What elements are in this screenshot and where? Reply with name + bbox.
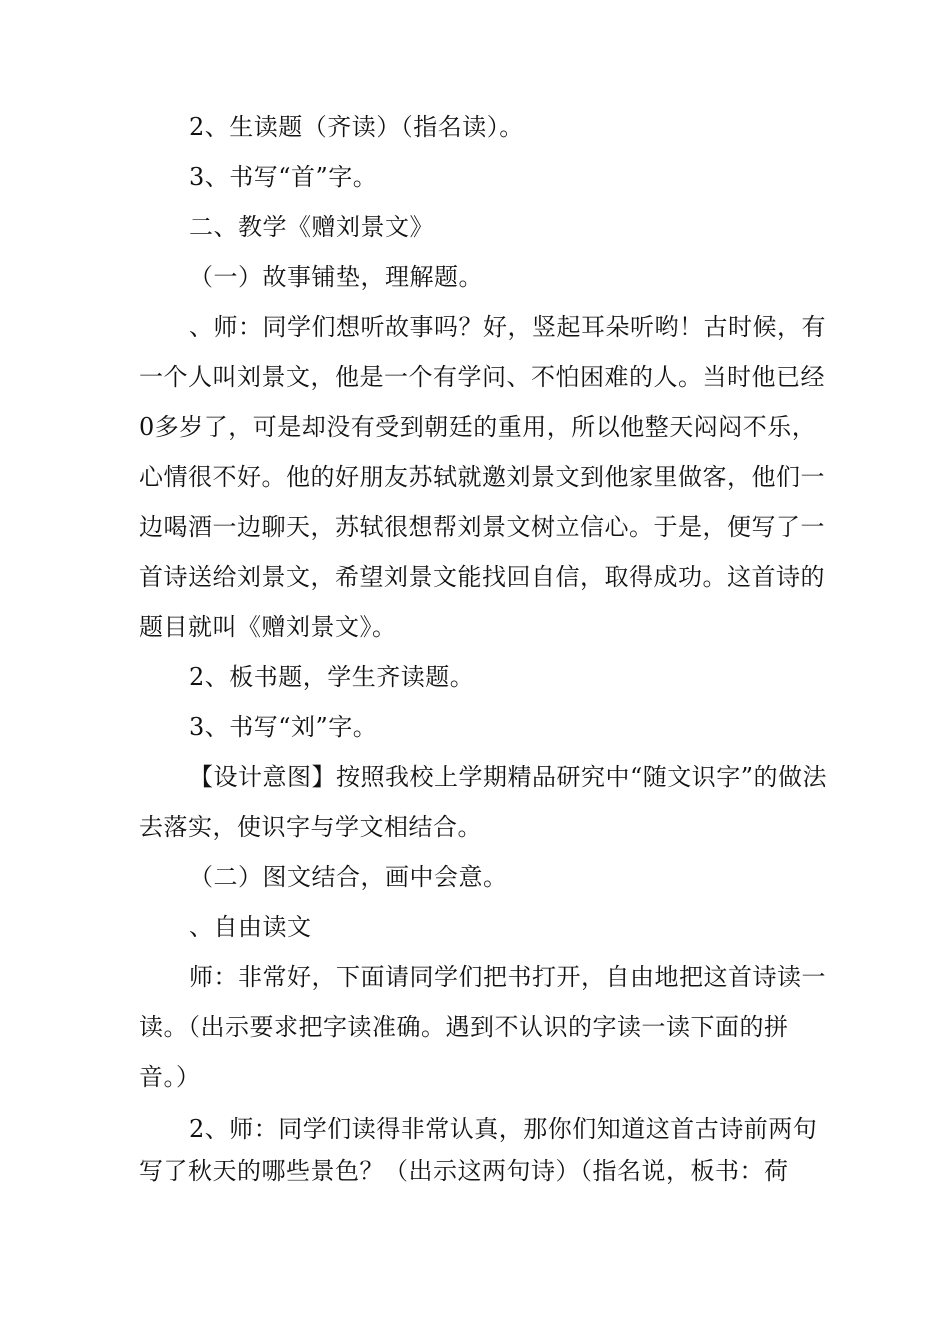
paragraph-read-title: 2、生读题（齐读）（指名读）。 [189, 113, 524, 141]
paragraph-teacher-instruction: 师：非常好，下面请同学们把书打开，自由地把这首诗读一读。（出示要求把字读准确。遇到不认识的字读一读下面的拼音。） [139, 963, 826, 1091]
subsection-story: （一）故事铺垫，理解题。 [189, 263, 483, 291]
paragraph-free-reading: 、自由读文 [189, 913, 312, 941]
section-heading-teaching: 二、教学《赠刘景文》 [189, 213, 434, 241]
paragraph-write-shou: 3、书写“首”字。 [189, 163, 378, 191]
paragraph-design-intent: 【设计意图】按照我校上学期精品研究中“随文识字”的做法去落实，使识字与学文相结合。 [139, 763, 828, 841]
paragraph-board-title: 2、板书题，学生齐读题。 [189, 663, 475, 691]
subsection-picture-text: （二）图文结合，画中会意。 [189, 863, 508, 891]
paragraph-teacher-question: 2、师：同学们读得非常认真，那你们知道这首古诗前两句写了秋天的哪些景色？（出示这两句诗）（指名说，板书：荷 [139, 1115, 818, 1185]
paragraph-teacher-story: 、师：同学们想听故事吗？好，竖起耳朵听哟！古时候，有一个人叫刘景文，他是一个有学问、不怕困难的人。当时他已经0多岁了，可是却没有受到朝廷的重用，所以他整天闷闷不乐，心情很不好。他的好朋友苏轼就邀刘景文到他家里做客，他们一边喝酒一边聊天，苏轼很想帮刘景文树立信心。于是，便写了一首诗送给刘景文，希望刘景文能找回自信，取得成功。这首诗的题目就叫《赠刘景文》。 [139, 313, 826, 641]
paragraph-write-liu: 3、书写“刘”字。 [189, 713, 378, 741]
